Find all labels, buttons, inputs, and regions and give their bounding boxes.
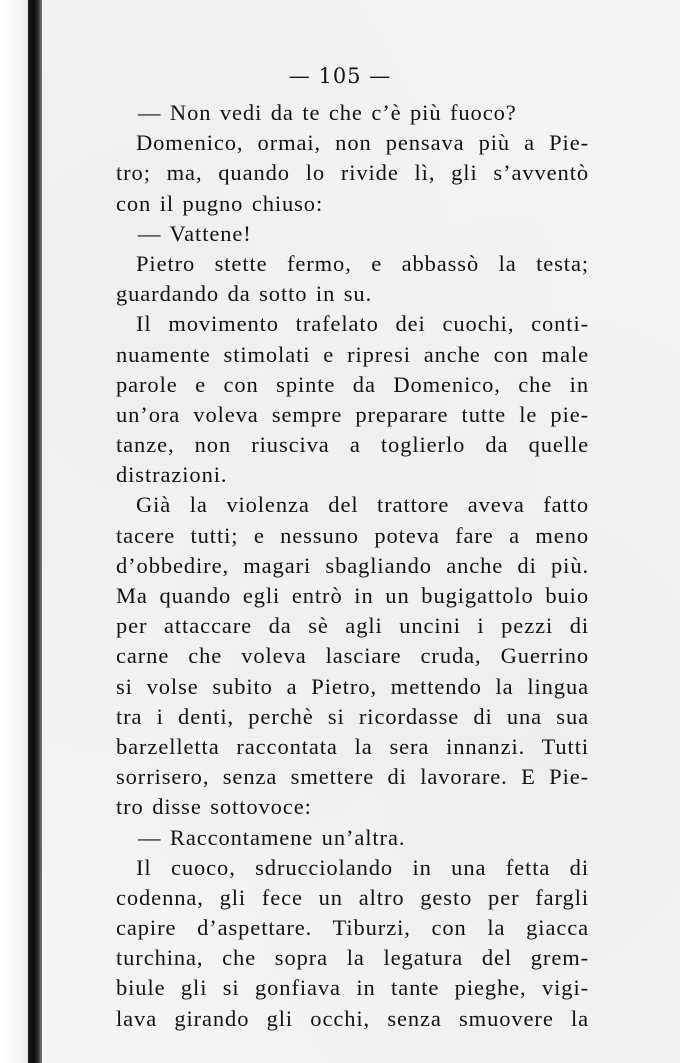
text-line: si volse subito a Pietro, mettendo la lingua bbox=[116, 673, 589, 699]
text-line: carne che voleva lasciare cruda, Guerrino bbox=[116, 643, 589, 669]
text-line: Pietro stette fermo, e abbassò la testa; bbox=[136, 250, 589, 276]
text-line: tra i denti, perchè si ricordasse di una sua bbox=[116, 703, 589, 729]
text-line: tro disse sottovoce: bbox=[116, 794, 312, 820]
text-line: lava girando gli occhi, senza smuovere la bbox=[116, 1005, 589, 1031]
text-line: tanze, non riusciva a toglierlo da quelle bbox=[116, 432, 589, 458]
text-line: turchina, che sopra la legatura del grem- bbox=[116, 945, 589, 971]
text-line: biule gli si gonfiava in tante pieghe, vigi- bbox=[116, 975, 589, 1001]
text-line: Il cuoco, sdrucciolando in una fetta di bbox=[136, 854, 589, 880]
text-line: d’obbedire, magari sbagliando anche di più. bbox=[116, 552, 589, 578]
text-line: — Raccontamene un’altra. bbox=[138, 824, 406, 850]
text-line: parole e con spinte da Domenico, che in bbox=[116, 371, 589, 397]
text-line: capire d’aspettare. Tiburzi, con la giacca bbox=[116, 915, 589, 941]
page-number: — 105 — bbox=[288, 64, 392, 88]
body-text bbox=[116, 98, 589, 1034]
text-line: Domenico, ormai, non pensava più a Pie- bbox=[136, 130, 589, 156]
text-line: tacere tutti; e nessuno poteva fare a meno bbox=[116, 522, 589, 548]
text-line: guardando da sotto in su. bbox=[116, 281, 373, 307]
text-line: Il movimento trafelato dei cuochi, conti- bbox=[136, 311, 589, 337]
text-line: un’ora voleva sempre preparare tutte le pie- bbox=[116, 401, 589, 427]
text-line: tro; ma, quando lo rivide lì, gli s’avventò bbox=[116, 160, 589, 186]
text-line: sorrisero, senza smettere di lavorare. E Pie- bbox=[116, 764, 589, 790]
book-spine-shadow bbox=[28, 0, 42, 1063]
text-line: — Non vedi da te che c’è più fuoco? bbox=[138, 100, 517, 125]
text-line: per attaccare da sè agli uncini i pezzi di bbox=[116, 613, 589, 639]
text-line: nuamente stimolati e ripresi anche con male bbox=[116, 341, 589, 367]
text-line: — Vattene! bbox=[138, 220, 252, 246]
text-line: codenna, gli fece un altro gesto per fargli bbox=[116, 884, 589, 910]
text-line: distrazioni. bbox=[116, 462, 228, 488]
text-line: con il pugno chiuso: bbox=[116, 190, 324, 216]
text-line: Già la violenza del trattore aveva fatto bbox=[136, 492, 589, 518]
page-edge bbox=[0, 0, 28, 1063]
text-line: Ma quando egli entrò in un bugigattolo buio bbox=[116, 583, 589, 608]
text-line: barzelletta raccontata la sera innanzi. Tutti bbox=[116, 733, 589, 759]
